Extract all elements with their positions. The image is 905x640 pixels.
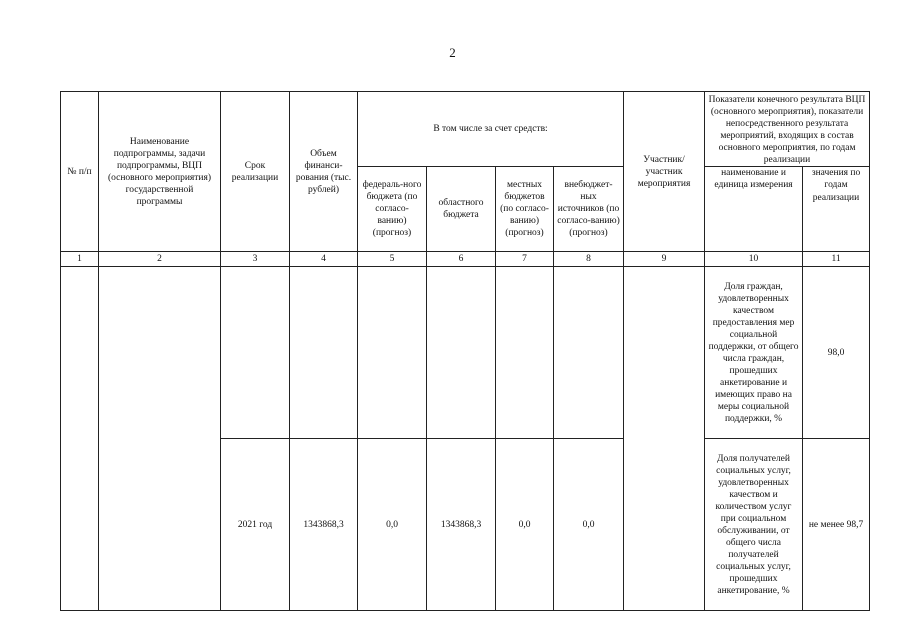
- cell-number: [61, 267, 99, 611]
- header-funding-sources: В том числе за счет средств:: [358, 92, 624, 167]
- cell-subprogram-name: [99, 267, 221, 611]
- cell-funding-volume: 1343868,3: [290, 439, 358, 611]
- column-number: 6: [427, 252, 496, 267]
- cell-indicator-name: Доля получателей социальных услуг, удовлетворенных качеством и количеством услуг при социальном обслуживании, от общего числа получателей социальных услуг, прошедших анкетирование, %: [705, 439, 803, 611]
- header-federal-budget: федераль-ного бюджета (по согласо-ванию) (прогноз): [358, 167, 427, 252]
- page-number: 2: [449, 45, 456, 60]
- column-number: 3: [221, 252, 290, 267]
- cell-local-budget: [496, 267, 554, 439]
- program-table: [60, 91, 870, 611]
- table-row: [61, 267, 870, 439]
- column-number: 1: [61, 252, 99, 267]
- column-number: 2: [99, 252, 221, 267]
- header-period: Срок реализации: [221, 92, 290, 252]
- header-subprogram-name: Наименование подпрограммы, задачи подпрограммы, ВЦП (основного мероприятия) государственной программы: [99, 92, 221, 252]
- cell-local-budget: 0,0: [496, 439, 554, 611]
- column-number: 10: [705, 252, 803, 267]
- header-participant: Участник/ участник мероприятия: [624, 92, 705, 252]
- header-extrabudgetary: внебюджет-ных источников (по согласо-ванию) (прогноз): [554, 167, 624, 252]
- cell-period: [221, 267, 290, 439]
- cell-federal-budget: 0,0: [358, 439, 427, 611]
- cell-extrabudgetary: 0,0: [554, 439, 624, 611]
- header-local-budget: местных бюджетов (по согласо-ванию) (прогноз): [496, 167, 554, 252]
- cell-indicator-name: Доля граждан, удовлетворенных качеством предоставления мер социальной поддержки, от общего числа граждан, прошедших анкетирование и имеющих право на меры социальной поддержки, %: [705, 267, 803, 439]
- header-row-top: [61, 92, 870, 167]
- cell-indicator-value: 98,0: [803, 267, 870, 439]
- header-indicators: Показатели конечного результата ВЦП (основного мероприятия), показатели непосредственного результата мероприятий, входящих в состав основного мероприятия, по годам реализации: [705, 92, 870, 167]
- cell-funding-volume: [290, 267, 358, 439]
- cell-federal-budget: [358, 267, 427, 439]
- column-number: 4: [290, 252, 358, 267]
- column-number: 11: [803, 252, 870, 267]
- column-number: 7: [496, 252, 554, 267]
- header-indicator-values: значения по годам реализации: [803, 167, 870, 252]
- cell-period: 2021 год: [221, 439, 290, 611]
- column-number: 8: [554, 252, 624, 267]
- header-regional-budget: областного бюджета: [427, 167, 496, 252]
- cell-regional-budget: [427, 267, 496, 439]
- column-numbers-row: [61, 252, 870, 267]
- cell-regional-budget: 1343868,3: [427, 439, 496, 611]
- header-indicator-name: наименование и единица измерения: [705, 167, 803, 252]
- cell-extrabudgetary: [554, 267, 624, 439]
- column-number: 5: [358, 252, 427, 267]
- column-number: 9: [624, 252, 705, 267]
- cell-participant: [624, 267, 705, 611]
- header-number: № п/п: [61, 92, 99, 252]
- header-funding-volume: Объем финанси-рования (тыс. рублей): [290, 92, 358, 252]
- cell-indicator-value: не менее 98,7: [803, 439, 870, 611]
